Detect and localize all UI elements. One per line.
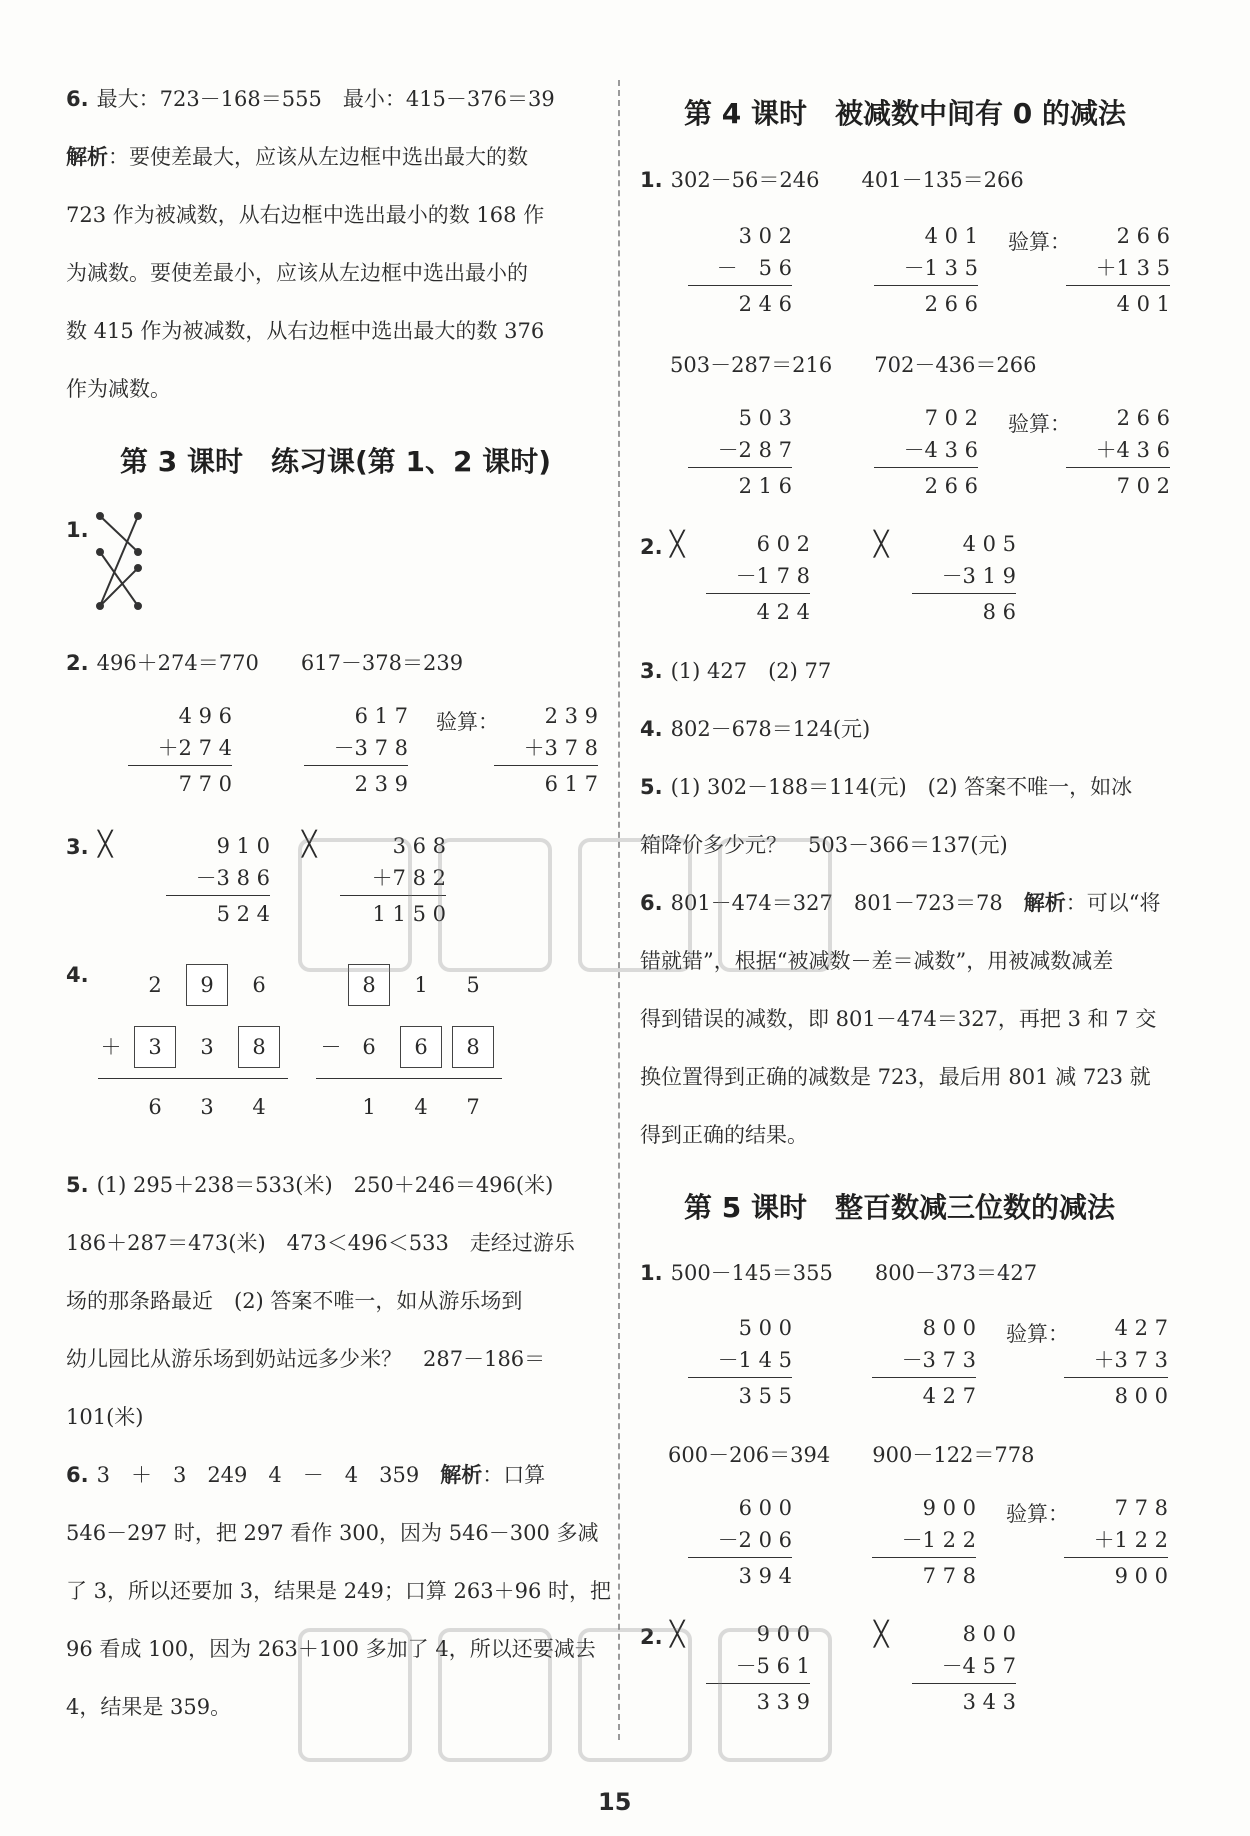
analysis-label: 解析: [1023, 890, 1066, 915]
calc-row: 9 1 0: [216, 834, 270, 858]
equations: 503－287＝216 702－436＝266: [670, 353, 1037, 377]
calc-row: －3 1 9: [941, 564, 1016, 588]
matching-lines-diagram: [92, 508, 148, 618]
wrong-mark: ╳: [670, 530, 685, 558]
wrong-mark: ╳: [302, 830, 317, 858]
vertical-calc: [304, 700, 408, 800]
calc-row: 3 9 4: [738, 1564, 792, 1588]
calc-row: 4 2 7: [1114, 1316, 1168, 1340]
calc-row: 2 3 9: [544, 704, 598, 728]
digit: 3: [200, 1095, 214, 1119]
calc-row: 7 0 2: [924, 406, 978, 430]
question-number: 4.: [640, 717, 663, 741]
digit-box: 3: [134, 1026, 176, 1068]
wrong-mark: ╳: [670, 1620, 685, 1648]
q6-line: 最大：723－168＝555 最小：415－376＝39: [96, 87, 555, 111]
analysis-line: 换位置得到正确的减数是 723，最后用 801 减 723 就: [640, 1065, 1151, 1089]
vertical-calc: [688, 402, 792, 502]
r-q5: [640, 772, 1132, 802]
analysis-line: ：要使差最大，应该从左边框中选出最大的数: [108, 145, 528, 169]
calc-row: ＋3 7 3: [1093, 1348, 1168, 1372]
difference-line: [316, 1078, 502, 1079]
digit-box: 8: [348, 964, 390, 1006]
answer-text: 802－678＝124(元): [670, 717, 871, 741]
calc-row: 6 0 2: [756, 532, 810, 556]
digit: 6: [148, 1095, 162, 1119]
vertical-calc: [706, 528, 810, 628]
answer-text: (1) 302－188＝114(元) (2) 答案不唯一，如冰: [670, 775, 1133, 799]
verify-label: 验算：: [1006, 1322, 1069, 1346]
r-q4: [640, 714, 870, 744]
calc-row: 6 1 7: [354, 704, 408, 728]
digit-box: 8: [238, 1026, 280, 1068]
question-number: 5.: [66, 1173, 89, 1197]
calc-row: 3 4 3: [962, 1690, 1016, 1714]
analysis-text: ：可以“将: [1065, 891, 1161, 915]
q5-line: (1) 295＋238＝533(米) 250＋246＝496(米): [96, 1173, 554, 1197]
q6b-answers: 3 ＋ 3 249 4 － 4 359: [96, 1463, 441, 1487]
vertical-calc: [1066, 220, 1170, 320]
question-number: 3.: [66, 835, 89, 859]
calc-row: 2 1 6: [738, 474, 792, 498]
watermark-graphic: [290, 1620, 850, 1770]
q6-analysis: [66, 142, 528, 172]
question-number: 6.: [66, 1463, 89, 1487]
calc-row: 8 0 0: [1114, 1384, 1168, 1408]
calc-row: －1 7 8: [735, 564, 810, 588]
operator: －: [320, 1035, 342, 1059]
digit-box: 6: [400, 1026, 442, 1068]
question-number: 5.: [640, 775, 663, 799]
calc-row: ＋1 2 2: [1093, 1528, 1168, 1552]
calc-row: －2 8 7: [717, 438, 792, 462]
digit: 2: [148, 973, 162, 997]
analysis-line: 546－297 时，把 297 看作 300，因为 546－300 多减: [66, 1521, 599, 1545]
r-q3: [640, 656, 831, 686]
vertical-calc: [1064, 1492, 1168, 1592]
analysis-line: 96 看成 100，因为 263＋100 多加了 4，所以还要减去: [66, 1637, 596, 1661]
calc-row: 9 0 0: [1114, 1564, 1168, 1588]
calc-row: 4 2 7: [922, 1384, 976, 1408]
lesson-3-title: 第 3 课时 练习课(第 1、2 课时): [120, 445, 552, 478]
calc-row: ＋3 7 8: [523, 736, 598, 760]
question-number: 2.: [640, 535, 663, 559]
vertical-calc: [874, 220, 978, 320]
question-number: 2.: [66, 651, 89, 675]
calc-row: 8 0 0: [922, 1316, 976, 1340]
analysis-line: 为减数。要使差最小，应该从左边框中选出最小的: [66, 261, 528, 285]
calc-row: 4 9 6: [178, 704, 232, 728]
calc-row: －1 3 5: [903, 256, 978, 280]
analysis-line: 得到错误的减数，即 801－474＝327，再把 3 和 7 交: [640, 1007, 1157, 1031]
vertical-calc: [494, 700, 598, 800]
analysis-line: 723 作为被减数，从右边框中选出最小的数 168 作: [66, 203, 545, 227]
calc-row: －1 4 5: [717, 1348, 792, 1372]
calc-row: －4 5 7: [941, 1654, 1016, 1678]
wrong-mark: ╳: [874, 1620, 889, 1648]
q5-line: 场的那条路最近 (2) 答案不唯一，如从游乐场到: [66, 1289, 523, 1313]
vertical-calc: [128, 700, 232, 800]
calc-row: 5 2 4: [216, 902, 270, 926]
calc-row: －1 2 2: [901, 1528, 976, 1552]
analysis-line: 4，结果是 359。: [66, 1695, 232, 1719]
calc-row: 2 4 6: [738, 292, 792, 316]
analysis-line: 得到正确的结果。: [640, 1123, 808, 1147]
q3-answer: [66, 832, 97, 862]
calc-row: －3 8 6: [195, 866, 270, 890]
verify-label: 验算：: [1008, 230, 1071, 254]
lesson-4-title: 第 4 课时 被减数中间有 0 的减法: [684, 97, 1126, 130]
digit: 4: [252, 1095, 266, 1119]
vertical-calc: [912, 1618, 1016, 1718]
calc-row: 1 1 5 0: [372, 902, 446, 926]
calc-row: 7 7 0: [178, 772, 232, 796]
calc-row: 2 6 6: [1116, 224, 1170, 248]
calc-row: ＋7 8 2: [371, 866, 446, 890]
calc-row: －2 0 6: [717, 1528, 792, 1552]
calc-row: ＋1 3 5: [1095, 256, 1170, 280]
equations: 302－56＝246 401－135＝266: [670, 168, 1024, 192]
analysis-line: 了 3，所以还要加 3，结果是 249；口算 263＋96 时，把: [66, 1579, 611, 1603]
calc-row: 9 0 0: [756, 1622, 810, 1646]
question-number: 1.: [640, 168, 663, 192]
wrong-mark: ╳: [874, 530, 889, 558]
operator: ＋: [100, 1035, 122, 1059]
verify-label: 验算：: [1006, 1502, 1069, 1526]
vertical-calc: [688, 1492, 792, 1592]
lesson-5-title: 第 5 课时 整百数减三位数的减法: [684, 1191, 1115, 1224]
vertical-calc: [1064, 1312, 1168, 1412]
calc-row: 8 6: [982, 600, 1016, 624]
q2-answer: [66, 648, 463, 678]
digit: 1: [362, 1095, 376, 1119]
r-q1-equations: [640, 165, 1024, 195]
equations: 600－206＝394 900－122＝778: [668, 1443, 1035, 1467]
calc-row: －5 6 1: [735, 1654, 810, 1678]
calc-row: 2 6 6: [924, 292, 978, 316]
vertical-calc: [912, 528, 1016, 628]
q6-answer: [66, 84, 555, 114]
calc-row: 6 1 7: [544, 772, 598, 796]
vertical-calc: [1066, 402, 1170, 502]
question-number: 3.: [640, 659, 663, 683]
calc-row: － 5 6: [716, 256, 792, 280]
wrong-mark: ╳: [98, 830, 113, 858]
page-number: 15: [598, 1788, 632, 1816]
calc-row: 5 0 0: [738, 1316, 792, 1340]
digit: 7: [466, 1095, 480, 1119]
question-number: 2.: [640, 1625, 663, 1649]
question-number: 6.: [640, 891, 663, 915]
calc-row: ＋4 3 6: [1095, 438, 1170, 462]
answer-text: 801－474＝327 801－723＝78: [670, 891, 1024, 915]
verify-label: 验算：: [436, 710, 499, 734]
q4-answer: [66, 960, 97, 990]
digit-box: 8: [452, 1026, 494, 1068]
calc-row: 2 3 9: [354, 772, 408, 796]
answer-text: (1) 427 (2) 77: [670, 659, 832, 683]
digit: 6: [252, 973, 266, 997]
vertical-calc: [688, 1312, 792, 1412]
digit: 3: [200, 1035, 214, 1059]
verify-label: 验算：: [1008, 412, 1071, 436]
analysis-line: 数 415 作为被减数，从右边框中选出最大的数 376: [66, 319, 545, 343]
calc-row: 2 6 6: [924, 474, 978, 498]
q5-answer: [66, 1170, 553, 1200]
calc-row: 5 0 3: [738, 406, 792, 430]
calc-row: 7 7 8: [922, 1564, 976, 1588]
calc-row: 3 5 5: [738, 1384, 792, 1408]
digit: 6: [362, 1035, 376, 1059]
analysis-line: 错就错”，根据“被减数－差＝减数”，用被减数减差: [640, 949, 1114, 973]
l5-q1-equations: [640, 1258, 1037, 1288]
question-number: 1.: [66, 518, 89, 542]
digit: 1: [414, 973, 428, 997]
question-number: 1.: [640, 1261, 663, 1285]
vertical-calc: [872, 1492, 976, 1592]
digit-box: 9: [186, 964, 228, 1006]
calc-row: －3 7 8: [333, 736, 408, 760]
sum-line: [98, 1078, 288, 1079]
calc-row: 8 0 0: [962, 1622, 1016, 1646]
analysis-label: 解析: [440, 1462, 483, 1487]
answer-text: 箱降价多少元？ 503－366＝137(元): [640, 833, 1008, 857]
calc-row: 4 2 4: [756, 600, 810, 624]
calc-row: 4 0 1: [1116, 292, 1170, 316]
calc-row: 3 3 9: [756, 1690, 810, 1714]
calc-row: 2 6 6: [1116, 406, 1170, 430]
watermark-graphic: [290, 820, 850, 990]
calc-row: －4 3 6: [903, 438, 978, 462]
digit: 4: [414, 1095, 428, 1119]
q5-line: 101(米): [66, 1405, 144, 1429]
q5-line: 186＋287＝473(米) 473＜496＜533 走经过游乐: [66, 1231, 575, 1255]
vertical-calc: [166, 830, 270, 930]
r-q2: [640, 532, 671, 562]
calc-row: －3 7 3: [901, 1348, 976, 1372]
calc-row: 7 7 8: [1114, 1496, 1168, 1520]
analysis-label: 解析: [66, 144, 108, 169]
vertical-calc: [874, 402, 978, 502]
q2-equations: 496＋274＝770 617－378＝239: [96, 651, 464, 675]
q6b-answer: [66, 1460, 545, 1490]
analysis-text: ：口算: [482, 1463, 546, 1487]
calc-row: 6 0 0: [738, 1496, 792, 1520]
question-number: 4.: [66, 963, 89, 987]
digit: 5: [466, 973, 480, 997]
calc-row: ＋2 7 4: [157, 736, 232, 760]
calc-row: 7 0 2: [1116, 474, 1170, 498]
calc-row: 3 0 2: [738, 224, 792, 248]
analysis-line: 作为减数。: [66, 377, 171, 401]
equations: 500－145＝355 800－373＝427: [670, 1261, 1038, 1285]
q5-line: 幼儿园比从游乐场到奶站远多少米？ 287－186＝: [66, 1347, 546, 1371]
calc-row: 9 0 0: [922, 1496, 976, 1520]
calc-row: 3 6 8: [392, 834, 446, 858]
calc-row: 4 0 1: [924, 224, 978, 248]
question-number: 6.: [66, 87, 89, 111]
vertical-calc: [688, 220, 792, 320]
calc-row: 4 0 5: [962, 532, 1016, 556]
vertical-calc: [872, 1312, 976, 1412]
